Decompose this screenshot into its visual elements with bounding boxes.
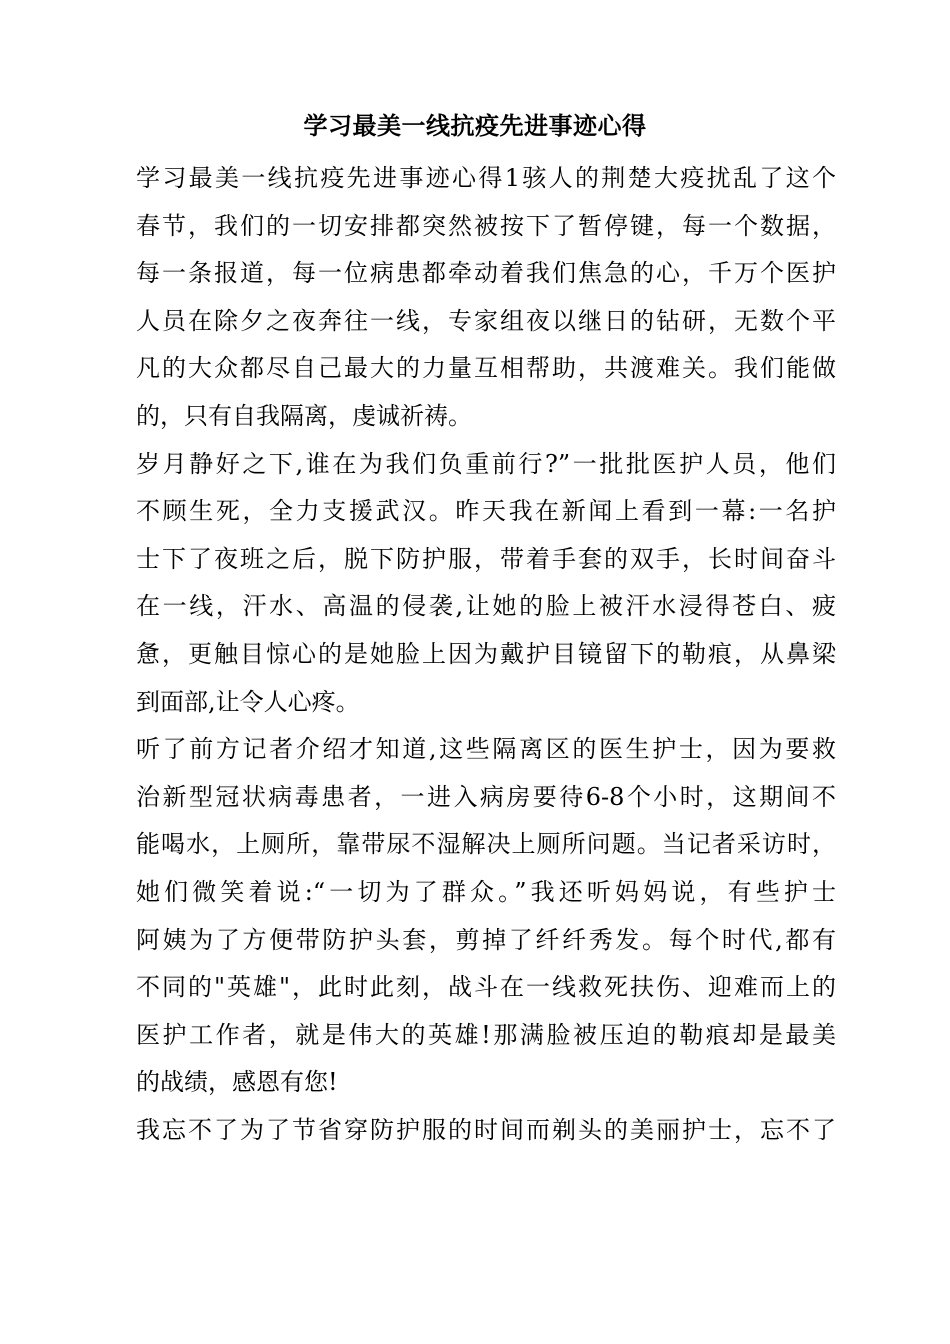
text-line: 的战绩，感恩有您! — [136, 1068, 338, 1097]
document-title: 学习最美一线抗疫先进事迹心得 — [303, 112, 647, 140]
text-line: 惫，更触目惊心的是她脸上因为戴护目镜留下的勒痕，从鼻梁 — [136, 639, 836, 668]
text-line: 听了前方记者介绍才知道,这些隔离区的医生护士，因为要救 — [136, 735, 836, 764]
text-line: 我忘不了为了节省穿防护服的时间而剃头的美丽护士，忘不了 — [136, 1115, 836, 1144]
text-line: 不同的"英雄"，此时此刻，战斗在一线救死扶伤、迎难而上的 — [136, 973, 836, 1002]
text-line: 春节，我们的一切安排都突然被按下了暂停键，每一个数据， — [136, 211, 836, 240]
text-line: 到面部,让令人心疼。 — [136, 687, 360, 716]
text-line: 能喝水，上厕所，靠带尿不湿解决上厕所问题。当记者采访时， — [136, 830, 836, 859]
text-line: 阿姨为了方便带防护头套，剪掉了纤纤秀发。每个时代,都有 — [136, 925, 836, 954]
text-line: 每一条报道，每一位病患都牵动着我们焦急的心，千万个医护 — [136, 259, 836, 288]
text-line: 学习最美一线抗疫先进事迹心得1骇人的荆楚大疫扰乱了这个 — [136, 164, 836, 192]
text-line: 人员在除夕之夜奔往一线，专家组夜以继日的钻研，无数个平 — [136, 306, 836, 335]
text-line: 在一线，汗水、高温的侵袭,让她的脸上被汗水浸得苍白、疲 — [136, 592, 836, 621]
text-line: 医护工作者，就是伟大的英雄!那满脸被压迫的勒痕却是最美 — [136, 1020, 836, 1049]
text-line: 凡的大众都尽自己最大的力量互相帮助，共渡难关。我们能做 — [136, 354, 836, 383]
text-line: 不顾生死，全力支援武汉。昨天我在新闻上看到一幕:一名护 — [136, 497, 836, 526]
text-line: 的，只有自我隔离，虔诚祈祷。 — [136, 401, 472, 430]
document-body — [136, 155, 836, 1154]
text-line: 士下了夜班之后，脱下防护服，带着手套的双手，长时间奋斗 — [136, 544, 836, 573]
text-line: 她们微笑着说:“一切为了群众。”我还听妈妈说，有些护士 — [136, 877, 836, 906]
text-line: 治新型冠状病毒患者，一进入病房要待6-8个小时，这期间不 — [136, 782, 836, 811]
text-line: 岁月静好之下,谁在为我们负重前行?”一批批医护人员，他们 — [136, 449, 836, 478]
